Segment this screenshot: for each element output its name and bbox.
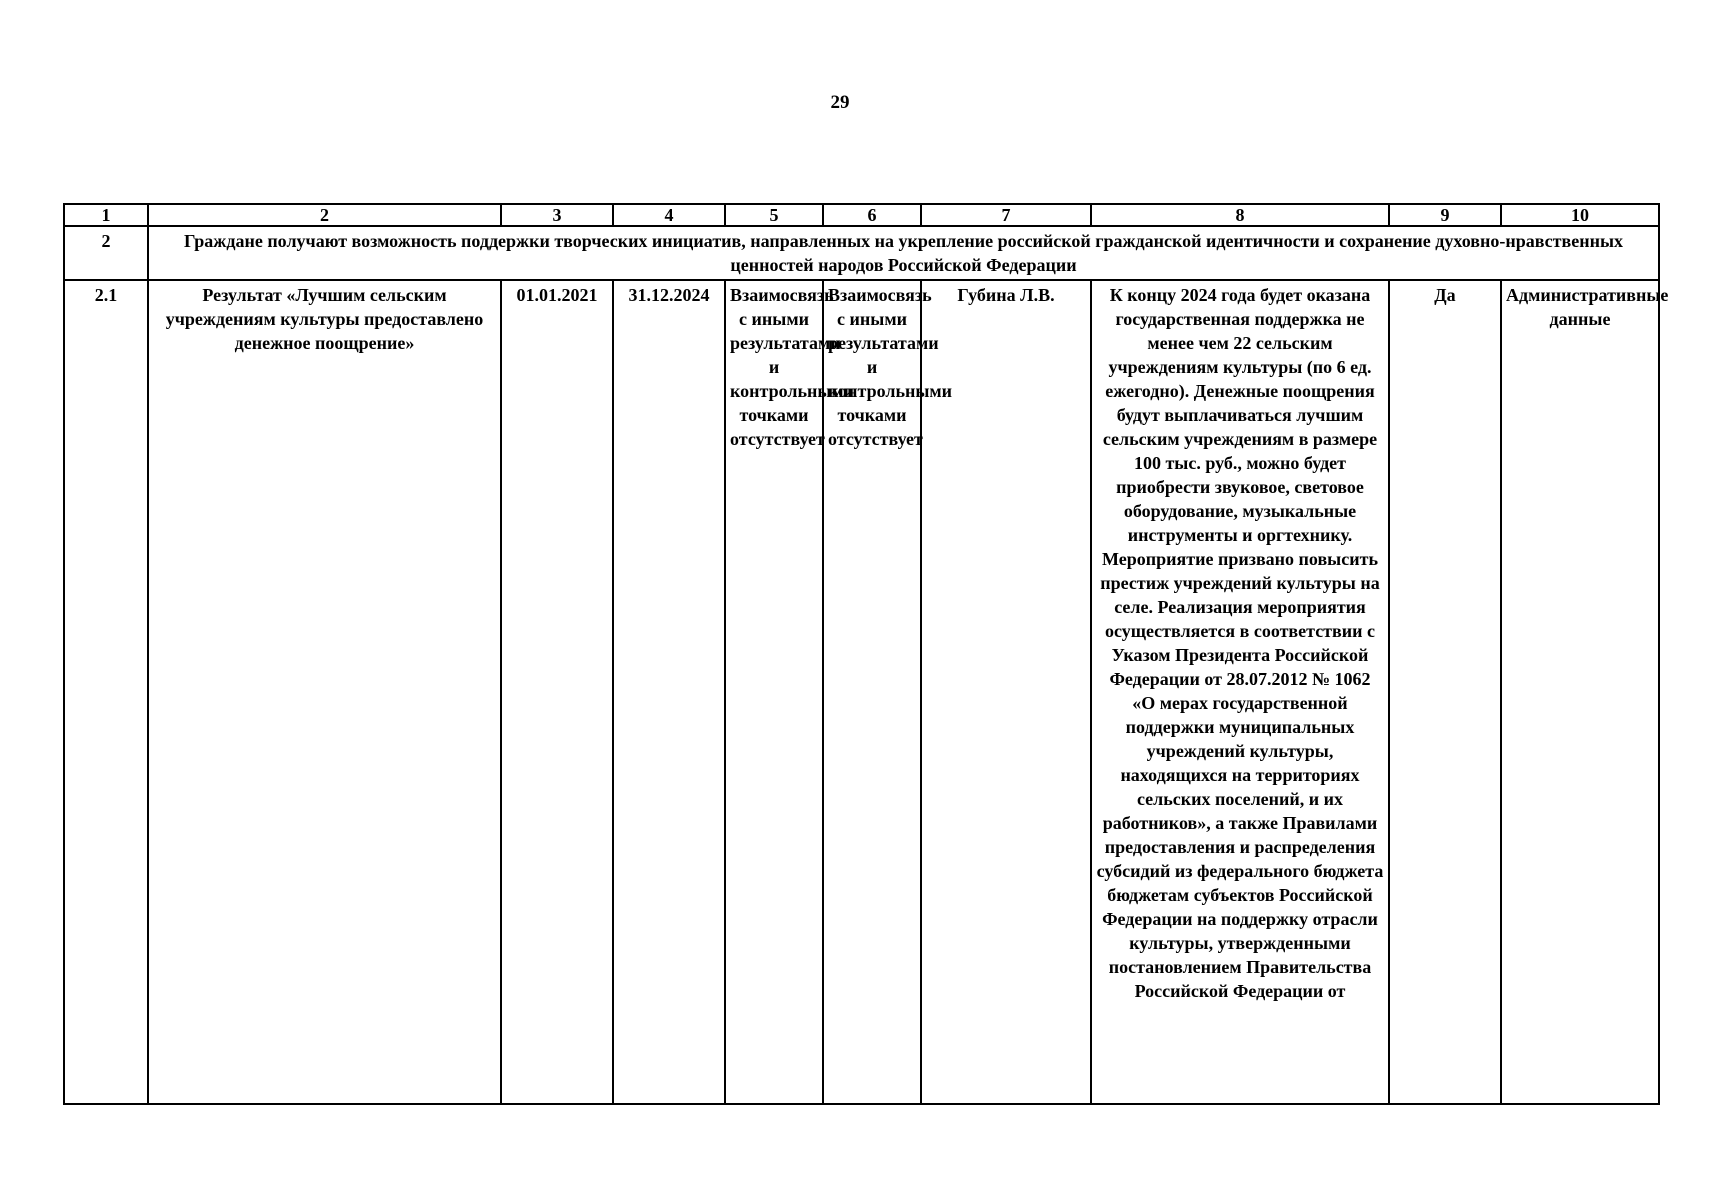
relation-cell-6: Взаимосвязь с иными результатами и контрольными точками отсутствует — [823, 280, 921, 1104]
column-header: 9 — [1389, 204, 1501, 226]
yes-value: Да — [1389, 280, 1501, 1104]
column-header: 8 — [1091, 204, 1389, 226]
results-table — [63, 203, 1669, 1105]
column-header: 5 — [725, 204, 823, 226]
data-source: Административные данные — [1501, 280, 1659, 1104]
table-row — [64, 280, 1659, 1104]
section-number: 2 — [64, 226, 148, 280]
row-number: 2.1 — [64, 280, 148, 1104]
column-header: 4 — [613, 204, 725, 226]
column-header: 6 — [823, 204, 921, 226]
column-header: 10 — [1501, 204, 1659, 226]
end-date: 31.12.2024 — [613, 280, 725, 1104]
column-header: 1 — [64, 204, 148, 226]
page-number: 29 — [830, 92, 850, 113]
result-name: Результат «Лучшим сельским учреждениям культуры предоставлено денежное поощрение» — [148, 280, 501, 1104]
start-date: 01.01.2021 — [501, 280, 613, 1104]
column-header: 7 — [921, 204, 1091, 226]
section-row — [64, 226, 1659, 280]
column-header-row — [64, 204, 1659, 226]
column-header: 2 — [148, 204, 501, 226]
column-header: 3 — [501, 204, 613, 226]
result-description: К концу 2024 года будет оказана государственная поддержка не менее чем 22 сельским учреждениям культуры (по 6 ед. ежегодно). Денежные поощрения будут выплачиваться лучшим сельским учреждениям в размере 100 тыс. руб., можно будет приобрести звуковое, световое оборудование, музыкальные инструменты и оргтехнику. Мероприятие призвано повысить престиж учреждений культуры на селе. Реализация мероприятия осуществляется в соответствии с Указом Президента Российской Федерации от 28.07.2012 № 1062 «О мерах государственной поддержки муниципальных учреждений культуры, находящихся на территориях сельских поселений, и их работников», а также Правилами предоставления и распределения субсидий из федерального бюджета бюджетам субъектов Российской Федерации на поддержку отрасли культуры, утвержденными постановлением Правительства Российской Федерации от — [1091, 280, 1389, 1104]
responsible-person: Губина Л.В. — [921, 280, 1091, 1104]
relation-cell-5: Взаимосвязь с иными результатами и контрольными точками отсутствует — [725, 280, 823, 1104]
section-title: Граждане получают возможность поддержки творческих инициатив, направленных на укрепление российской гражданской идентичности и сохранение духовно-нравственных ценностей народов Российской Федерации — [148, 226, 1659, 280]
